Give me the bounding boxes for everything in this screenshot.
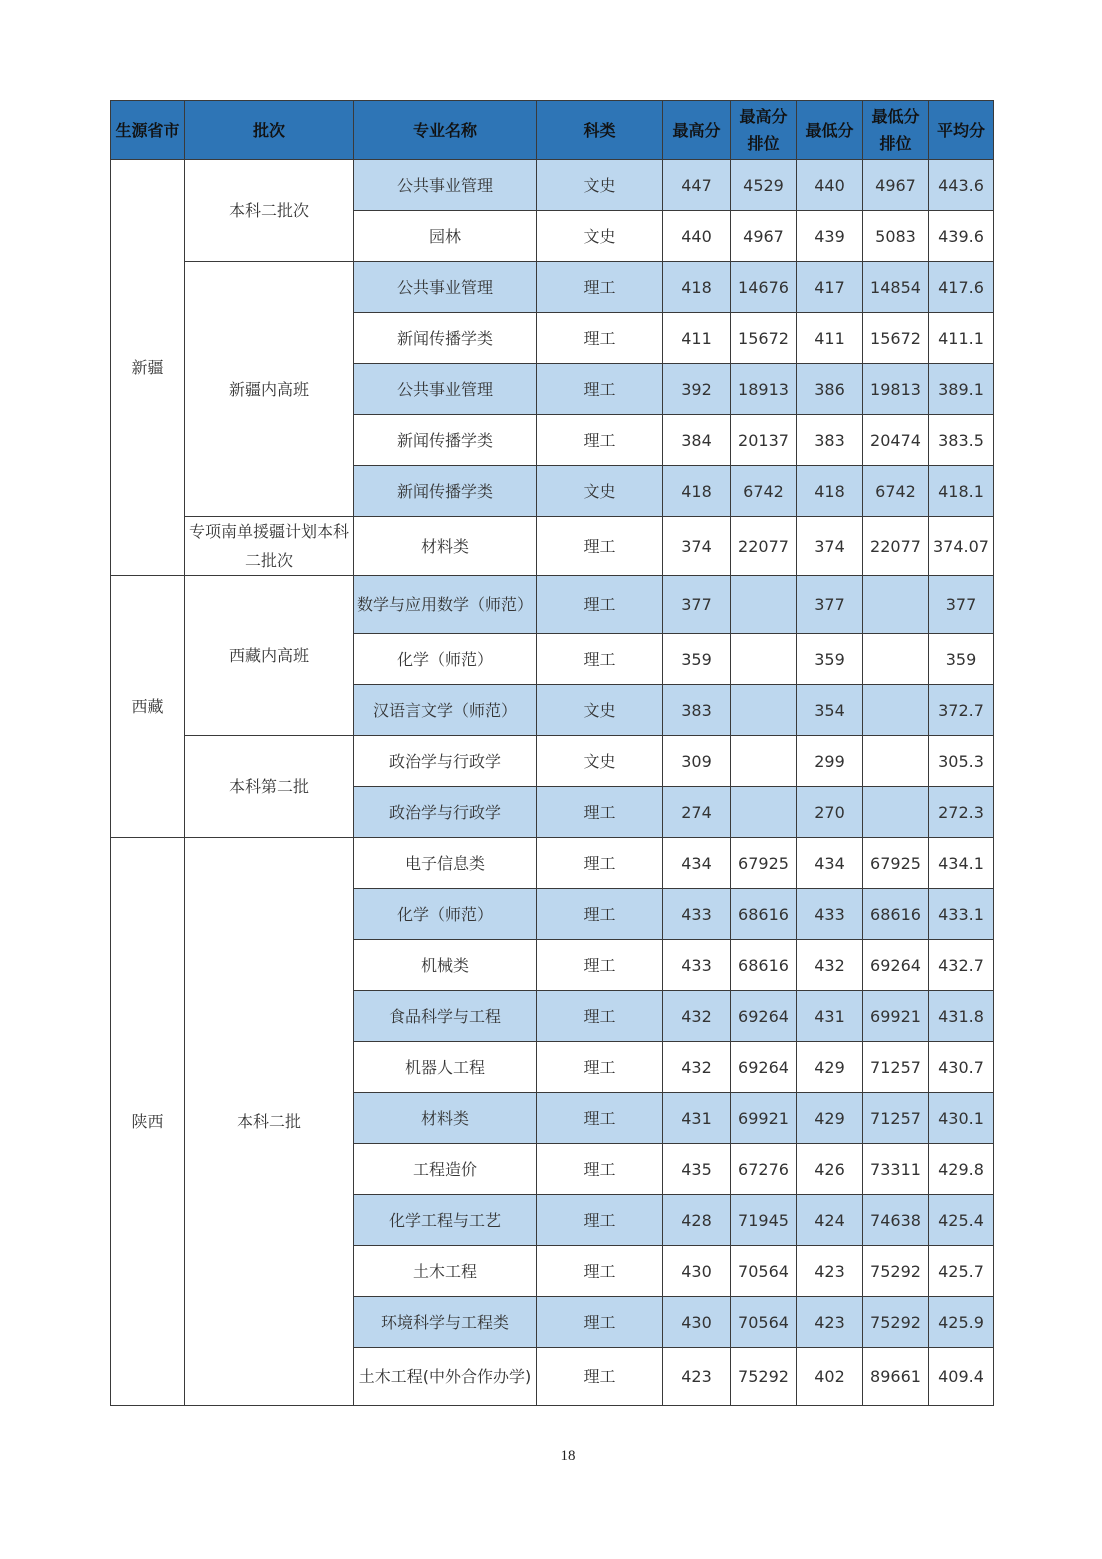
major-cell: 土木工程 <box>354 1246 537 1297</box>
type-cell: 理工 <box>537 889 663 940</box>
avg-cell: 433.1 <box>929 889 994 940</box>
type-cell: 理工 <box>537 1348 663 1406</box>
max-rank-cell: 15672 <box>731 313 797 364</box>
header-major: 专业名称 <box>354 101 537 160</box>
max-rank-cell <box>731 634 797 685</box>
min-rank-cell: 75292 <box>863 1297 929 1348</box>
avg-cell: 359 <box>929 634 994 685</box>
type-cell: 理工 <box>537 364 663 415</box>
max-rank-cell <box>731 576 797 634</box>
min-cell: 434 <box>797 838 863 889</box>
header-min: 最低分 <box>797 101 863 160</box>
major-cell: 化学（师范） <box>354 889 537 940</box>
min-rank-cell <box>863 685 929 736</box>
avg-cell: 425.4 <box>929 1195 994 1246</box>
avg-cell: 383.5 <box>929 415 994 466</box>
max-cell: 430 <box>663 1297 731 1348</box>
min-cell: 431 <box>797 991 863 1042</box>
min-cell: 418 <box>797 466 863 517</box>
major-cell: 政治学与行政学 <box>354 736 537 787</box>
avg-cell: 389.1 <box>929 364 994 415</box>
min-rank-cell: 6742 <box>863 466 929 517</box>
min-cell: 440 <box>797 160 863 211</box>
avg-cell: 443.6 <box>929 160 994 211</box>
min-cell: 374 <box>797 517 863 576</box>
min-cell: 402 <box>797 1348 863 1406</box>
type-cell: 理工 <box>537 576 663 634</box>
batch-cell: 专项南单援疆计划本科二批次 <box>185 517 354 576</box>
avg-cell: 372.7 <box>929 685 994 736</box>
max-rank-cell: 69921 <box>731 1093 797 1144</box>
min-rank-cell: 89661 <box>863 1348 929 1406</box>
min-cell: 417 <box>797 262 863 313</box>
max-rank-cell: 69264 <box>731 1042 797 1093</box>
min-rank-cell: 5083 <box>863 211 929 262</box>
max-cell: 418 <box>663 466 731 517</box>
avg-cell: 425.7 <box>929 1246 994 1297</box>
max-rank-cell: 20137 <box>731 415 797 466</box>
avg-cell: 377 <box>929 576 994 634</box>
max-rank-cell: 67925 <box>731 838 797 889</box>
major-cell: 园林 <box>354 211 537 262</box>
type-cell: 理工 <box>537 634 663 685</box>
header-min-rank: 最低分排位 <box>863 101 929 160</box>
table-row <box>111 517 994 576</box>
min-rank-cell: 68616 <box>863 889 929 940</box>
major-cell: 材料类 <box>354 1093 537 1144</box>
max-cell: 377 <box>663 576 731 634</box>
min-cell: 377 <box>797 576 863 634</box>
major-cell: 公共事业管理 <box>354 364 537 415</box>
max-cell: 431 <box>663 1093 731 1144</box>
header-batch: 批次 <box>185 101 354 160</box>
max-cell: 411 <box>663 313 731 364</box>
major-cell: 新闻传播学类 <box>354 466 537 517</box>
max-cell: 432 <box>663 991 731 1042</box>
avg-cell: 429.8 <box>929 1144 994 1195</box>
admission-scores-table <box>110 100 994 1406</box>
type-cell: 文史 <box>537 211 663 262</box>
major-cell: 机械类 <box>354 940 537 991</box>
max-cell: 430 <box>663 1246 731 1297</box>
min-cell: 424 <box>797 1195 863 1246</box>
type-cell: 理工 <box>537 1297 663 1348</box>
min-cell: 429 <box>797 1042 863 1093</box>
batch-cell: 新疆内高班 <box>185 262 354 517</box>
max-cell: 428 <box>663 1195 731 1246</box>
type-cell: 理工 <box>537 1246 663 1297</box>
type-cell: 理工 <box>537 1093 663 1144</box>
header-max-rank: 最高分排位 <box>731 101 797 160</box>
max-cell: 418 <box>663 262 731 313</box>
type-cell: 文史 <box>537 685 663 736</box>
header-province: 生源省市 <box>111 101 185 160</box>
major-cell: 新闻传播学类 <box>354 415 537 466</box>
min-cell: 354 <box>797 685 863 736</box>
major-cell: 数学与应用数学（师范） <box>354 576 537 634</box>
type-cell: 文史 <box>537 466 663 517</box>
avg-cell: 272.3 <box>929 787 994 838</box>
max-cell: 309 <box>663 736 731 787</box>
min-cell: 423 <box>797 1246 863 1297</box>
table-row <box>111 576 994 634</box>
major-cell: 土木工程(中外合作办学) <box>354 1348 537 1406</box>
max-rank-cell: 4529 <box>731 160 797 211</box>
page-number: 18 <box>560 1448 576 1464</box>
min-rank-cell: 22077 <box>863 517 929 576</box>
avg-cell: 425.9 <box>929 1297 994 1348</box>
major-cell: 化学工程与工艺 <box>354 1195 537 1246</box>
max-rank-cell <box>731 685 797 736</box>
major-cell: 材料类 <box>354 517 537 576</box>
min-rank-cell: 71257 <box>863 1093 929 1144</box>
type-cell: 理工 <box>537 940 663 991</box>
type-cell: 理工 <box>537 1042 663 1093</box>
min-rank-cell <box>863 787 929 838</box>
type-cell: 理工 <box>537 1144 663 1195</box>
avg-cell: 431.8 <box>929 991 994 1042</box>
province-cell: 新疆 <box>111 160 185 576</box>
min-rank-cell: 67925 <box>863 838 929 889</box>
min-cell: 386 <box>797 364 863 415</box>
min-rank-cell: 75292 <box>863 1246 929 1297</box>
max-rank-cell: 14676 <box>731 262 797 313</box>
max-rank-cell <box>731 787 797 838</box>
batch-cell: 本科二批 <box>185 838 354 1406</box>
type-cell: 理工 <box>537 1195 663 1246</box>
type-cell: 文史 <box>537 160 663 211</box>
table-row <box>111 838 994 889</box>
max-cell: 383 <box>663 685 731 736</box>
avg-cell: 432.7 <box>929 940 994 991</box>
major-cell: 新闻传播学类 <box>354 313 537 364</box>
max-rank-cell <box>731 736 797 787</box>
min-cell: 426 <box>797 1144 863 1195</box>
major-cell: 汉语言文学（师范） <box>354 685 537 736</box>
min-rank-cell <box>863 576 929 634</box>
max-rank-cell: 22077 <box>731 517 797 576</box>
max-rank-cell: 70564 <box>731 1246 797 1297</box>
max-cell: 435 <box>663 1144 731 1195</box>
max-rank-cell: 6742 <box>731 466 797 517</box>
type-cell: 理工 <box>537 517 663 576</box>
batch-cell: 西藏内高班 <box>185 576 354 736</box>
max-cell: 433 <box>663 940 731 991</box>
min-cell: 359 <box>797 634 863 685</box>
max-rank-cell: 71945 <box>731 1195 797 1246</box>
max-cell: 384 <box>663 415 731 466</box>
max-cell: 440 <box>663 211 731 262</box>
min-rank-cell: 73311 <box>863 1144 929 1195</box>
min-rank-cell <box>863 634 929 685</box>
header-max: 最高分 <box>663 101 731 160</box>
min-rank-cell: 74638 <box>863 1195 929 1246</box>
max-cell: 432 <box>663 1042 731 1093</box>
max-rank-cell: 70564 <box>731 1297 797 1348</box>
header-avg: 平均分 <box>929 101 994 160</box>
min-rank-cell: 20474 <box>863 415 929 466</box>
min-rank-cell: 69264 <box>863 940 929 991</box>
type-cell: 理工 <box>537 262 663 313</box>
max-cell: 359 <box>663 634 731 685</box>
min-cell: 383 <box>797 415 863 466</box>
min-rank-cell: 69921 <box>863 991 929 1042</box>
min-cell: 423 <box>797 1297 863 1348</box>
max-cell: 274 <box>663 787 731 838</box>
major-cell: 公共事业管理 <box>354 262 537 313</box>
max-rank-cell: 69264 <box>731 991 797 1042</box>
header-type: 科类 <box>537 101 663 160</box>
max-rank-cell: 68616 <box>731 889 797 940</box>
min-rank-cell: 19813 <box>863 364 929 415</box>
batch-cell: 本科二批次 <box>185 160 354 262</box>
table-header-row <box>111 101 994 160</box>
avg-cell: 374.07 <box>929 517 994 576</box>
province-cell: 陕西 <box>111 838 185 1406</box>
max-rank-cell: 67276 <box>731 1144 797 1195</box>
province-cell: 西藏 <box>111 576 185 838</box>
avg-cell: 434.1 <box>929 838 994 889</box>
avg-cell: 411.1 <box>929 313 994 364</box>
avg-cell: 409.4 <box>929 1348 994 1406</box>
type-cell: 理工 <box>537 991 663 1042</box>
table-row <box>111 736 994 787</box>
avg-cell: 305.3 <box>929 736 994 787</box>
avg-cell: 417.6 <box>929 262 994 313</box>
max-cell: 392 <box>663 364 731 415</box>
min-cell: 439 <box>797 211 863 262</box>
min-rank-cell: 4967 <box>863 160 929 211</box>
table-row <box>111 160 994 211</box>
min-rank-cell: 14854 <box>863 262 929 313</box>
type-cell: 理工 <box>537 415 663 466</box>
avg-cell: 439.6 <box>929 211 994 262</box>
type-cell: 文史 <box>537 736 663 787</box>
major-cell: 工程造价 <box>354 1144 537 1195</box>
max-cell: 374 <box>663 517 731 576</box>
max-rank-cell: 4967 <box>731 211 797 262</box>
min-cell: 299 <box>797 736 863 787</box>
avg-cell: 430.7 <box>929 1042 994 1093</box>
type-cell: 理工 <box>537 313 663 364</box>
type-cell: 理工 <box>537 838 663 889</box>
max-cell: 447 <box>663 160 731 211</box>
min-cell: 432 <box>797 940 863 991</box>
table-row <box>111 262 994 313</box>
max-rank-cell: 68616 <box>731 940 797 991</box>
max-cell: 433 <box>663 889 731 940</box>
min-cell: 429 <box>797 1093 863 1144</box>
major-cell: 食品科学与工程 <box>354 991 537 1042</box>
major-cell: 政治学与行政学 <box>354 787 537 838</box>
major-cell: 机器人工程 <box>354 1042 537 1093</box>
avg-cell: 430.1 <box>929 1093 994 1144</box>
avg-cell: 418.1 <box>929 466 994 517</box>
type-cell: 理工 <box>537 787 663 838</box>
min-cell: 270 <box>797 787 863 838</box>
min-cell: 411 <box>797 313 863 364</box>
major-cell: 公共事业管理 <box>354 160 537 211</box>
max-cell: 423 <box>663 1348 731 1406</box>
min-rank-cell: 71257 <box>863 1042 929 1093</box>
max-rank-cell: 75292 <box>731 1348 797 1406</box>
max-cell: 434 <box>663 838 731 889</box>
min-cell: 433 <box>797 889 863 940</box>
major-cell: 化学（师范） <box>354 634 537 685</box>
min-rank-cell: 15672 <box>863 313 929 364</box>
min-rank-cell <box>863 736 929 787</box>
max-rank-cell: 18913 <box>731 364 797 415</box>
major-cell: 环境科学与工程类 <box>354 1297 537 1348</box>
major-cell: 电子信息类 <box>354 838 537 889</box>
batch-cell: 本科第二批 <box>185 736 354 838</box>
